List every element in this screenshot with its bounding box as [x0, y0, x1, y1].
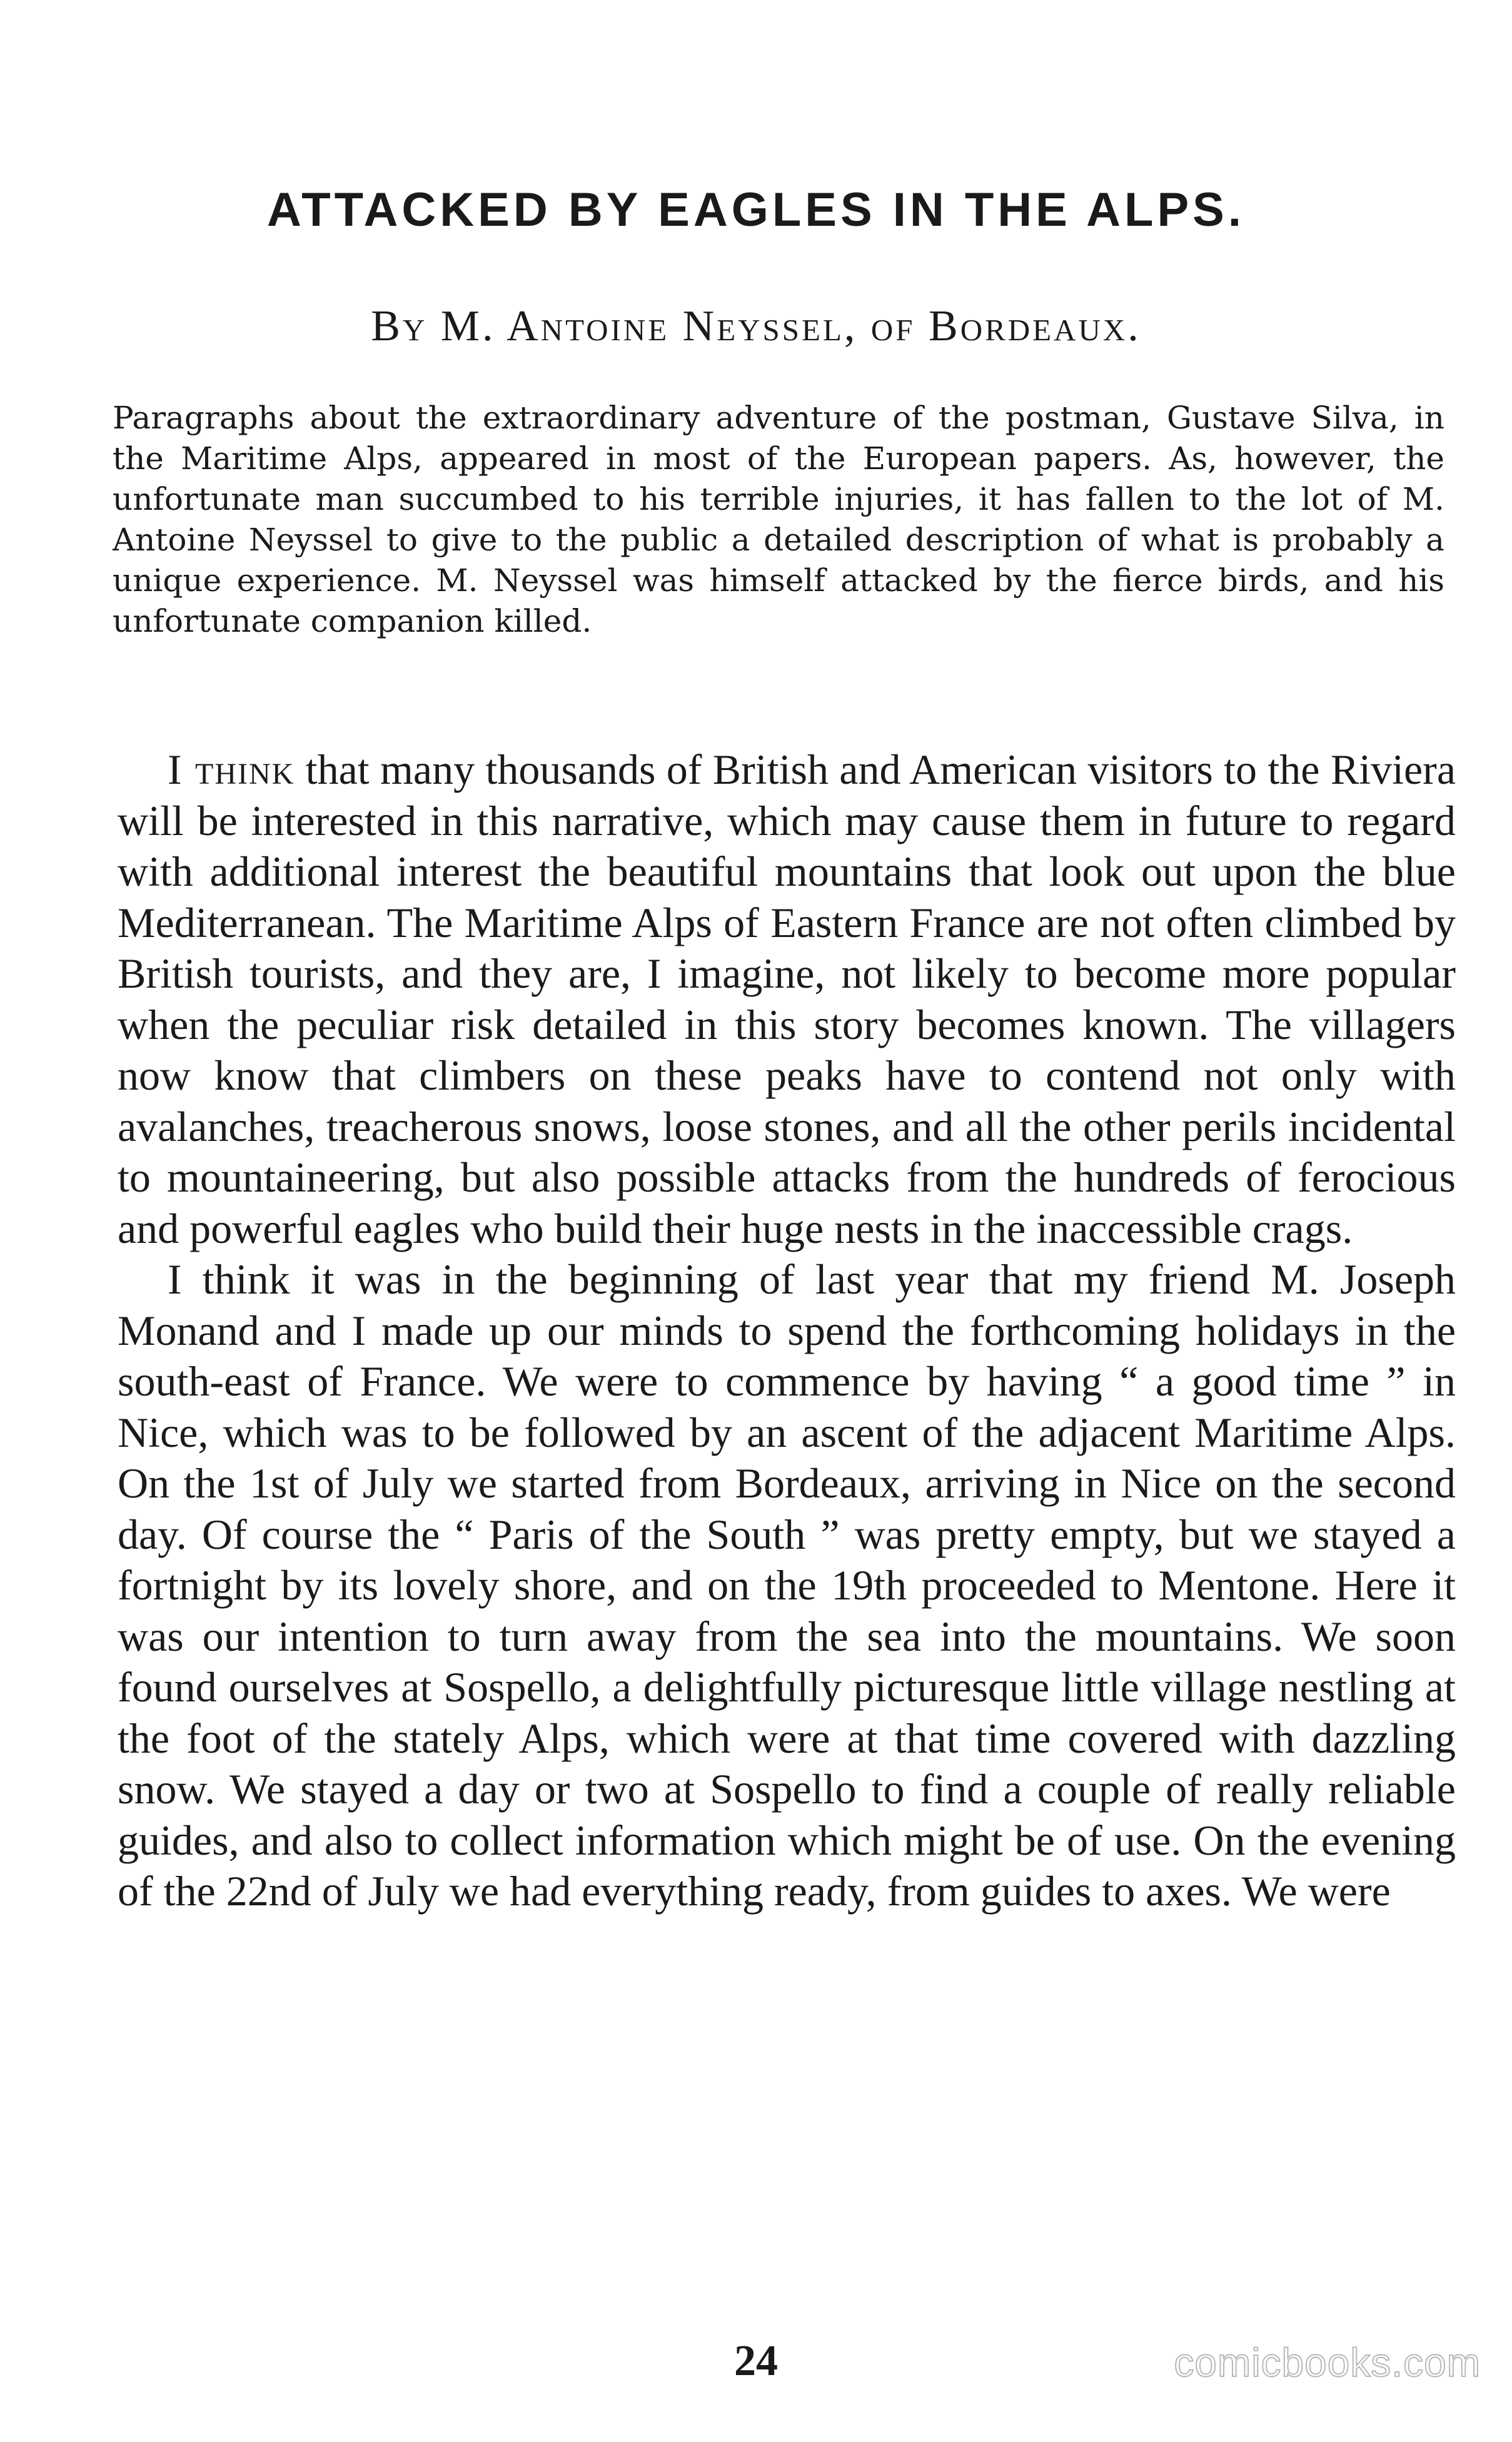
article-byline: By M. Antoine Neyssel, of Bordeaux.: [371, 302, 1141, 350]
article-intro: Paragraphs about the extraordinary adventure of the postman, Gustave Silva, in the Maritime Alps, appeared in most of the European papers. As, however, the unfortunate man succumbed to his terrible injuries, it has fallen to the lot of M. Antoine Neyssel to give to the public a detailed description of what is probably a unique experience. M. Neyssel was himself attacked by the fierce birds, and his unfortunate companion killed.: [113, 400, 1444, 639]
watermark: comicbooks.com: [1174, 2340, 1481, 2385]
page-number: 24: [734, 2337, 778, 2385]
body-paragraph: [118, 744, 1456, 1254]
paragraph-lead-words: I think: [168, 746, 295, 793]
paragraph-text: that many thousands of British and American visitors to the Riviera will be interested in this narrative, which may cause them in future to regard with additional interest the beautiful mountains that look out upon the blue Mediterranean. The Maritime Alps of Eastern France are not often climbed by British tourists, and they are, I imagine, not likely to become more popular when the peculiar risk detailed in this story becomes known. The villagers now know that climbers on these peaks have to contend not only with avalanches, treacherous snows, loose stones, and all the other perils incidental to mountaineering, but also possible attacks from the hundreds of ferocious and powerful eagles who build their huge nests in the inaccessible crags.: [118, 746, 1456, 1252]
article-body: [118, 744, 1456, 1917]
body-paragraph: I think it was in the beginning of last year that my friend M. Joseph Monand and I made up our minds to spend the forthcoming holidays in the south-east of France. We were to commence by having “ a good time ” in Nice, which was to be followed by an ascent of the adjacent Maritime Alps. On the 1st of July we started from Bordeaux, arriving in Nice on the second day. Of course the “ Paris of the South ” was pretty empty, but we stayed a fortnight by its lovely shore, and on the 19th proceeded to Mentone. Here it was our intention to turn away from the sea into the mountains. We soon found ourselves at Sospello, a delightfully picturesque little village nestling at the foot of the stately Alps, which were at that time covered with dazzling snow. We stayed a day or two at Sospello to find a couple of really reliable guides, and also to collect information which might be of use. On the evening of the 22nd of July we had everything ready, from guides to axes. We were: [118, 1255, 1456, 1915]
article-title: ATTACKED BY EAGLES IN THE ALPS.: [267, 183, 1245, 236]
